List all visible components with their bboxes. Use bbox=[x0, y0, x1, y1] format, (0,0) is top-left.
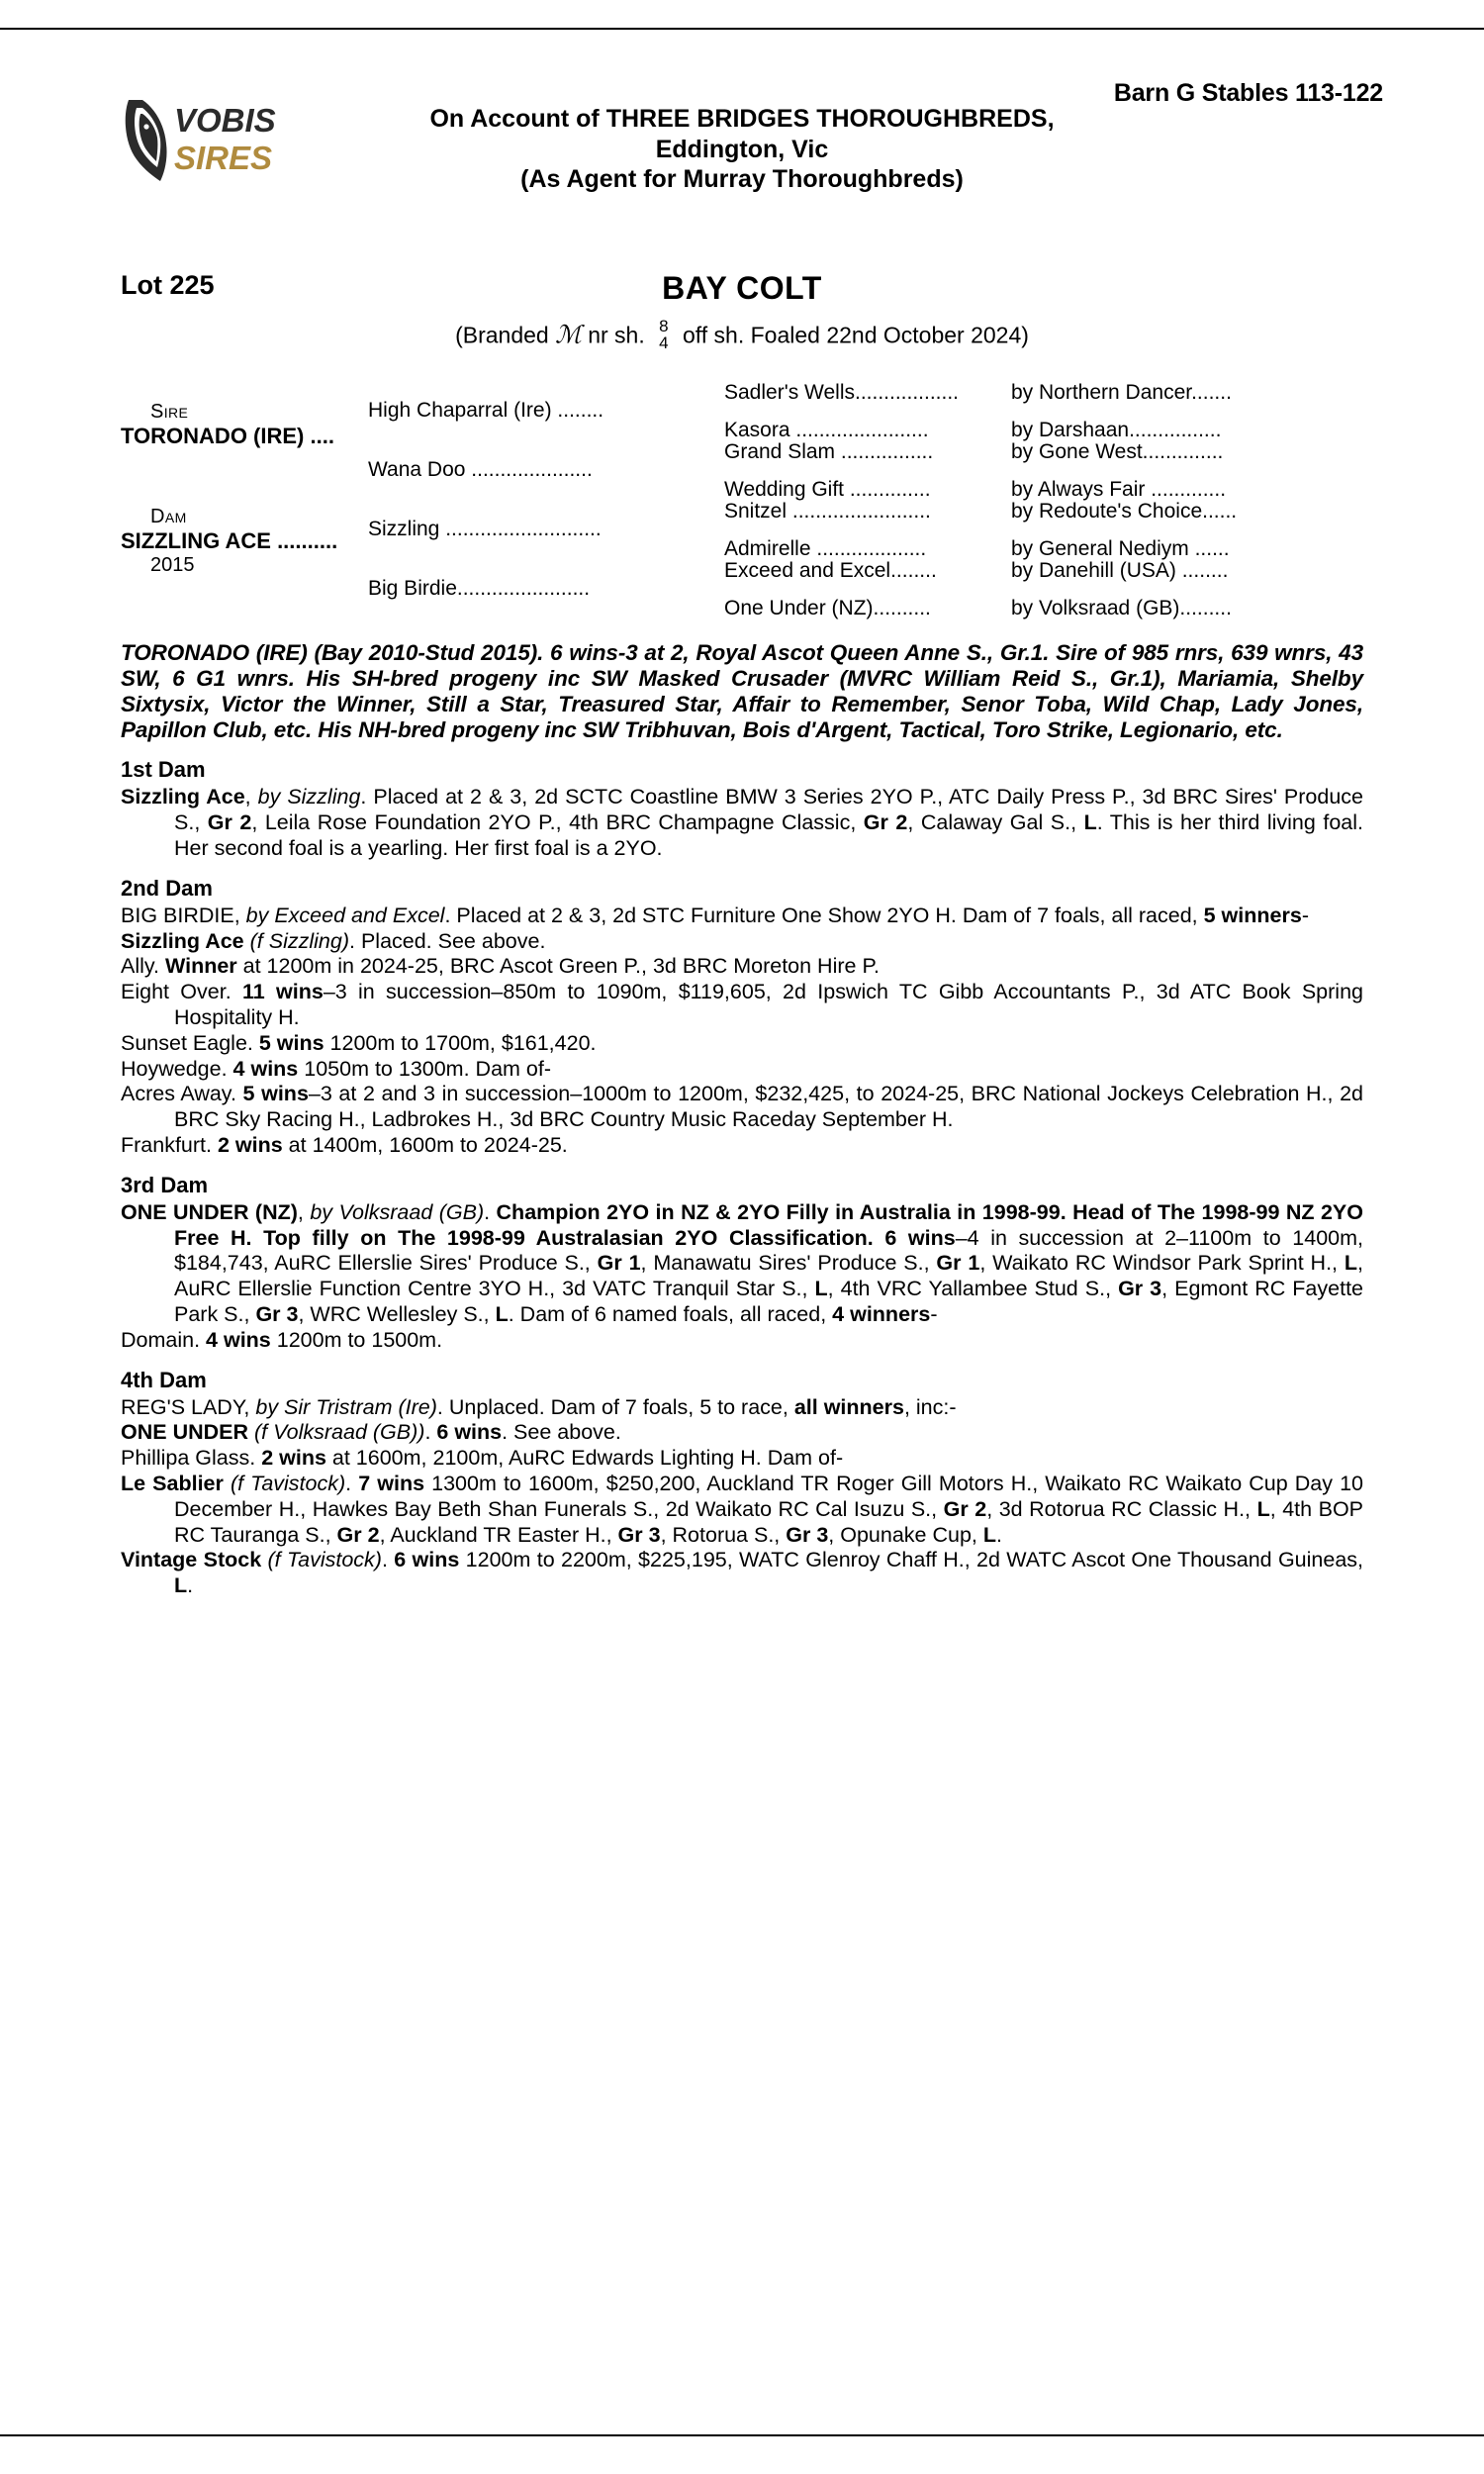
gg-name: Wedding Gift .............. bbox=[724, 478, 931, 501]
gg-by: by Redoute's Choice...... bbox=[1011, 500, 1238, 523]
lot-title: BAY COLT bbox=[662, 270, 822, 306]
pedigree-entry: Domain. 4 wins 1200m to 1500m. bbox=[121, 1327, 443, 1352]
sire-dam: Wana Doo ..................... bbox=[368, 458, 593, 481]
pedigree-entry: Frankfurt. 2 wins at 1400m, 1600m to 2024-25. bbox=[121, 1132, 568, 1157]
pedigree-entry: Ally. Winner at 1200m in 2024-25, BRC Ascot Green P., 3d BRC Moreton Hire P. bbox=[121, 954, 880, 979]
gg-row bbox=[724, 597, 1232, 620]
account-line-2: Eddington, Vic bbox=[655, 135, 829, 163]
lot-title-row bbox=[99, 270, 1385, 316]
page-header bbox=[99, 0, 1385, 262]
section-heading: 4th Dam bbox=[121, 1367, 207, 1392]
pedigree-entry: ONE UNDER (f Volksraad (GB)). 6 wins. See above. bbox=[121, 1420, 621, 1445]
account-line-1: On Account of THREE BRIDGES THOROUGHBREDS, bbox=[429, 105, 1055, 133]
gg-name: Grand Slam ................ bbox=[724, 440, 934, 463]
gg-name: One Under (NZ).......... bbox=[724, 597, 931, 619]
pedigree-entry: Vintage Stock (f Tavistock). 6 wins 1200m to 2200m, $225,195, WATC Glenroy Chaff H., 2d WATC Ascot One Thousand Guineas, L. bbox=[121, 1548, 1364, 1598]
gg-row bbox=[724, 440, 1223, 464]
gg-by: by Always Fair ............. bbox=[1011, 478, 1227, 501]
dam-block bbox=[121, 506, 337, 577]
gg-by: by Volksraad (GB)......... bbox=[1011, 597, 1232, 619]
brand-fraction bbox=[659, 318, 668, 352]
gg-row bbox=[724, 419, 1221, 442]
branded-suffix: off sh. Foaled 22nd October 2024) bbox=[683, 322, 1029, 348]
pedigree-entry: Eight Over. 11 wins–3 in succession–850m to 1090m, $119,605, 2d Ipswich TC Gibb Accountants P., 3d ATC Book Spring Hospitality H. bbox=[121, 980, 1363, 1029]
pedigree-entry: Phillipa Glass. 2 wins at 1600m, 2100m, AuRC Edwards Lighting H. Dam of- bbox=[121, 1446, 844, 1471]
gg-by: by Danehill (USA) ........ bbox=[1011, 559, 1229, 582]
sire-block bbox=[121, 401, 334, 449]
gg-name: Kasora ....................... bbox=[724, 419, 929, 441]
dam-label: Dam bbox=[150, 506, 187, 527]
pedigree-table bbox=[121, 379, 1417, 626]
branded-line bbox=[99, 317, 1385, 363]
branded-prefix: (Branded bbox=[455, 322, 549, 348]
pedigree-entry: Le Sablier (f Tavistock). 7 wins 1300m to 1600m, $250,200, Auckland TR Roger Gill Motors H., Waikato RC Waikato Cup Day 10 December H., Hawkes Bay Beth Shan Funerals S., 2d Waikato RC Cal Isuzu S., Gr 2, 3d Rotorua RC Classic H., L, 4th BOP RC Tauranga S., Gr 2, Auckland TR Easter H., Gr 3, Rotorua S., Gr 3, Opunake Cup, L. bbox=[121, 1471, 1364, 1547]
gg-name: Snitzel ........................ bbox=[724, 500, 931, 523]
gg-by: by Northern Dancer....... bbox=[1011, 381, 1232, 404]
gg-row bbox=[724, 478, 1226, 502]
bottom-rule bbox=[0, 2434, 1484, 2436]
brand-mark: ℳ bbox=[555, 322, 582, 349]
svg-text:VOBIS: VOBIS bbox=[174, 102, 276, 139]
barn-stables-label: Barn G Stables 113-122 bbox=[1113, 79, 1383, 107]
gg-by: by Gone West.............. bbox=[1011, 440, 1224, 463]
sire-sire: High Chaparral (Ire) ........ bbox=[368, 399, 604, 422]
pedigree-entry: Acres Away. 5 wins–3 at 2 and 3 in succession–1000m to 1200m, $232,425, to 2024-25, BRC National Jockeys Celebration H., 2d BRC Sky Racing H., Ladbrokes H., 3d BRC Country Music Raceday September H. bbox=[121, 1082, 1363, 1132]
account-line-3: (As Agent for Murray Thoroughbreds) bbox=[520, 165, 964, 193]
gg-row bbox=[724, 500, 1237, 523]
gg-row bbox=[724, 559, 1228, 583]
dam-dam: Big Birdie....................... bbox=[368, 577, 591, 600]
brand-top-number: 8 bbox=[659, 317, 669, 335]
pedigree-entry: Sizzling Ace, by Sizzling. Placed at 2 & 3, 2d SCTC Coastline BMW 3 Series 2YO P., ATC Daily Press P., 3d BRC Sires' Produce S., Gr 2, Leila Rose Foundation 2YO P., 4th BRC Champagne Classic, Gr 2, Calaway Gal S., L. This is her third living foal. Her second foal is a yearling. Her first foal is a 2YO. bbox=[121, 785, 1363, 860]
pedigree-sections bbox=[99, 757, 1385, 1599]
brand-bottom-number: 4 bbox=[659, 333, 669, 353]
pedigree-entry: Hoywedge. 4 wins 1050m to 1300m. Dam of- bbox=[121, 1056, 551, 1081]
vobis-sires-logo bbox=[121, 94, 319, 185]
pedigree-entry: Sunset Eagle. 5 wins 1200m to 1700m, $161,420. bbox=[121, 1030, 597, 1055]
gg-name: Admirelle ................... bbox=[724, 537, 927, 560]
dam-sire: Sizzling ........................... bbox=[368, 518, 602, 540]
section-heading: 2nd Dam bbox=[121, 875, 213, 901]
gg-by: by Darshaan................ bbox=[1011, 419, 1222, 441]
section-heading: 1st Dam bbox=[121, 757, 206, 783]
gg-row bbox=[724, 381, 1232, 405]
pedigree-entry: ONE UNDER (NZ), by Volksraad (GB). Champion 2YO in NZ & 2YO Filly in Australia in 1998-99. Head of The 1998-99 NZ 2YO Free H. Top filly on The 1998-99 Australasian 2YO Classification. 6 wins–4 in succession at 2–1100m to 1400m, $184,743, AuRC Ellerslie Sires' Produce S., Gr 1, Manawatu Sires' Produce S., Gr 1, Waikato RC Windsor Park Sprint H., L, AuRC Ellerslie Function Centre 3YO H., 3d VATC Tranquil Star S., L, 4th VRC Yallambee Stud S., Gr 3, Egmont RC Fayette Park S., Gr 3, WRC Wellesley S., L. Dam of 6 named foals, all raced, 4 winners- bbox=[121, 1199, 1364, 1326]
branded-mid: nr sh. bbox=[588, 322, 645, 348]
dam-year: 2015 bbox=[150, 554, 195, 576]
gg-name: Exceed and Excel........ bbox=[724, 559, 937, 582]
gg-by: by General Nediym ...... bbox=[1011, 537, 1230, 560]
sire-label: Sire bbox=[150, 401, 189, 423]
pedigree-entry: REG'S LADY, by Sir Tristram (Ire). Unplaced. Dam of 7 foals, 5 to race, all winners, inc:- bbox=[121, 1394, 957, 1419]
pedigree-entry: BIG BIRDIE, by Exceed and Excel. Placed at 2 & 3, 2d STC Furniture One Show 2YO H. Dam of 7 foals, all raced, 5 winners- bbox=[121, 903, 1309, 927]
dam-name: SIZZLING ACE .......... bbox=[121, 528, 338, 553]
lot-number: Lot 225 bbox=[121, 270, 215, 300]
sire-name: TORONADO (IRE) .... bbox=[121, 424, 334, 448]
gg-name: Sadler's Wells.................. bbox=[724, 381, 960, 404]
section-heading: 3rd Dam bbox=[121, 1172, 209, 1197]
sire-summary-paragraph: TORONADO (IRE) (Bay 2010-Stud 2015). 6 wins-3 at 2, Royal Ascot Queen Anne S., Gr.1. Sire of 985 rnrs, 639 wnrs, 43 SW, 6 G1 wnrs. His SH-bred progeny inc SW Masked Crusader (MVRC William Reid S., Gr.1), Mariamia, Shelby Sixtysix, Victor the Winner, Still a Star, Treasured Star, Affair to Remember, Senor Toba, Wild Chap, Lady Jones, Papillon Club, etc. His NH-bred progeny inc SW Tribhuvan, Bois d'Argent, Tactical, Toro Strike, Legionario, etc. bbox=[121, 640, 1363, 743]
svg-text:SIRES: SIRES bbox=[174, 140, 273, 176]
gg-row bbox=[724, 537, 1230, 561]
pedigree-entry: Sizzling Ace (f Sizzling). Placed. See above. bbox=[121, 928, 546, 953]
